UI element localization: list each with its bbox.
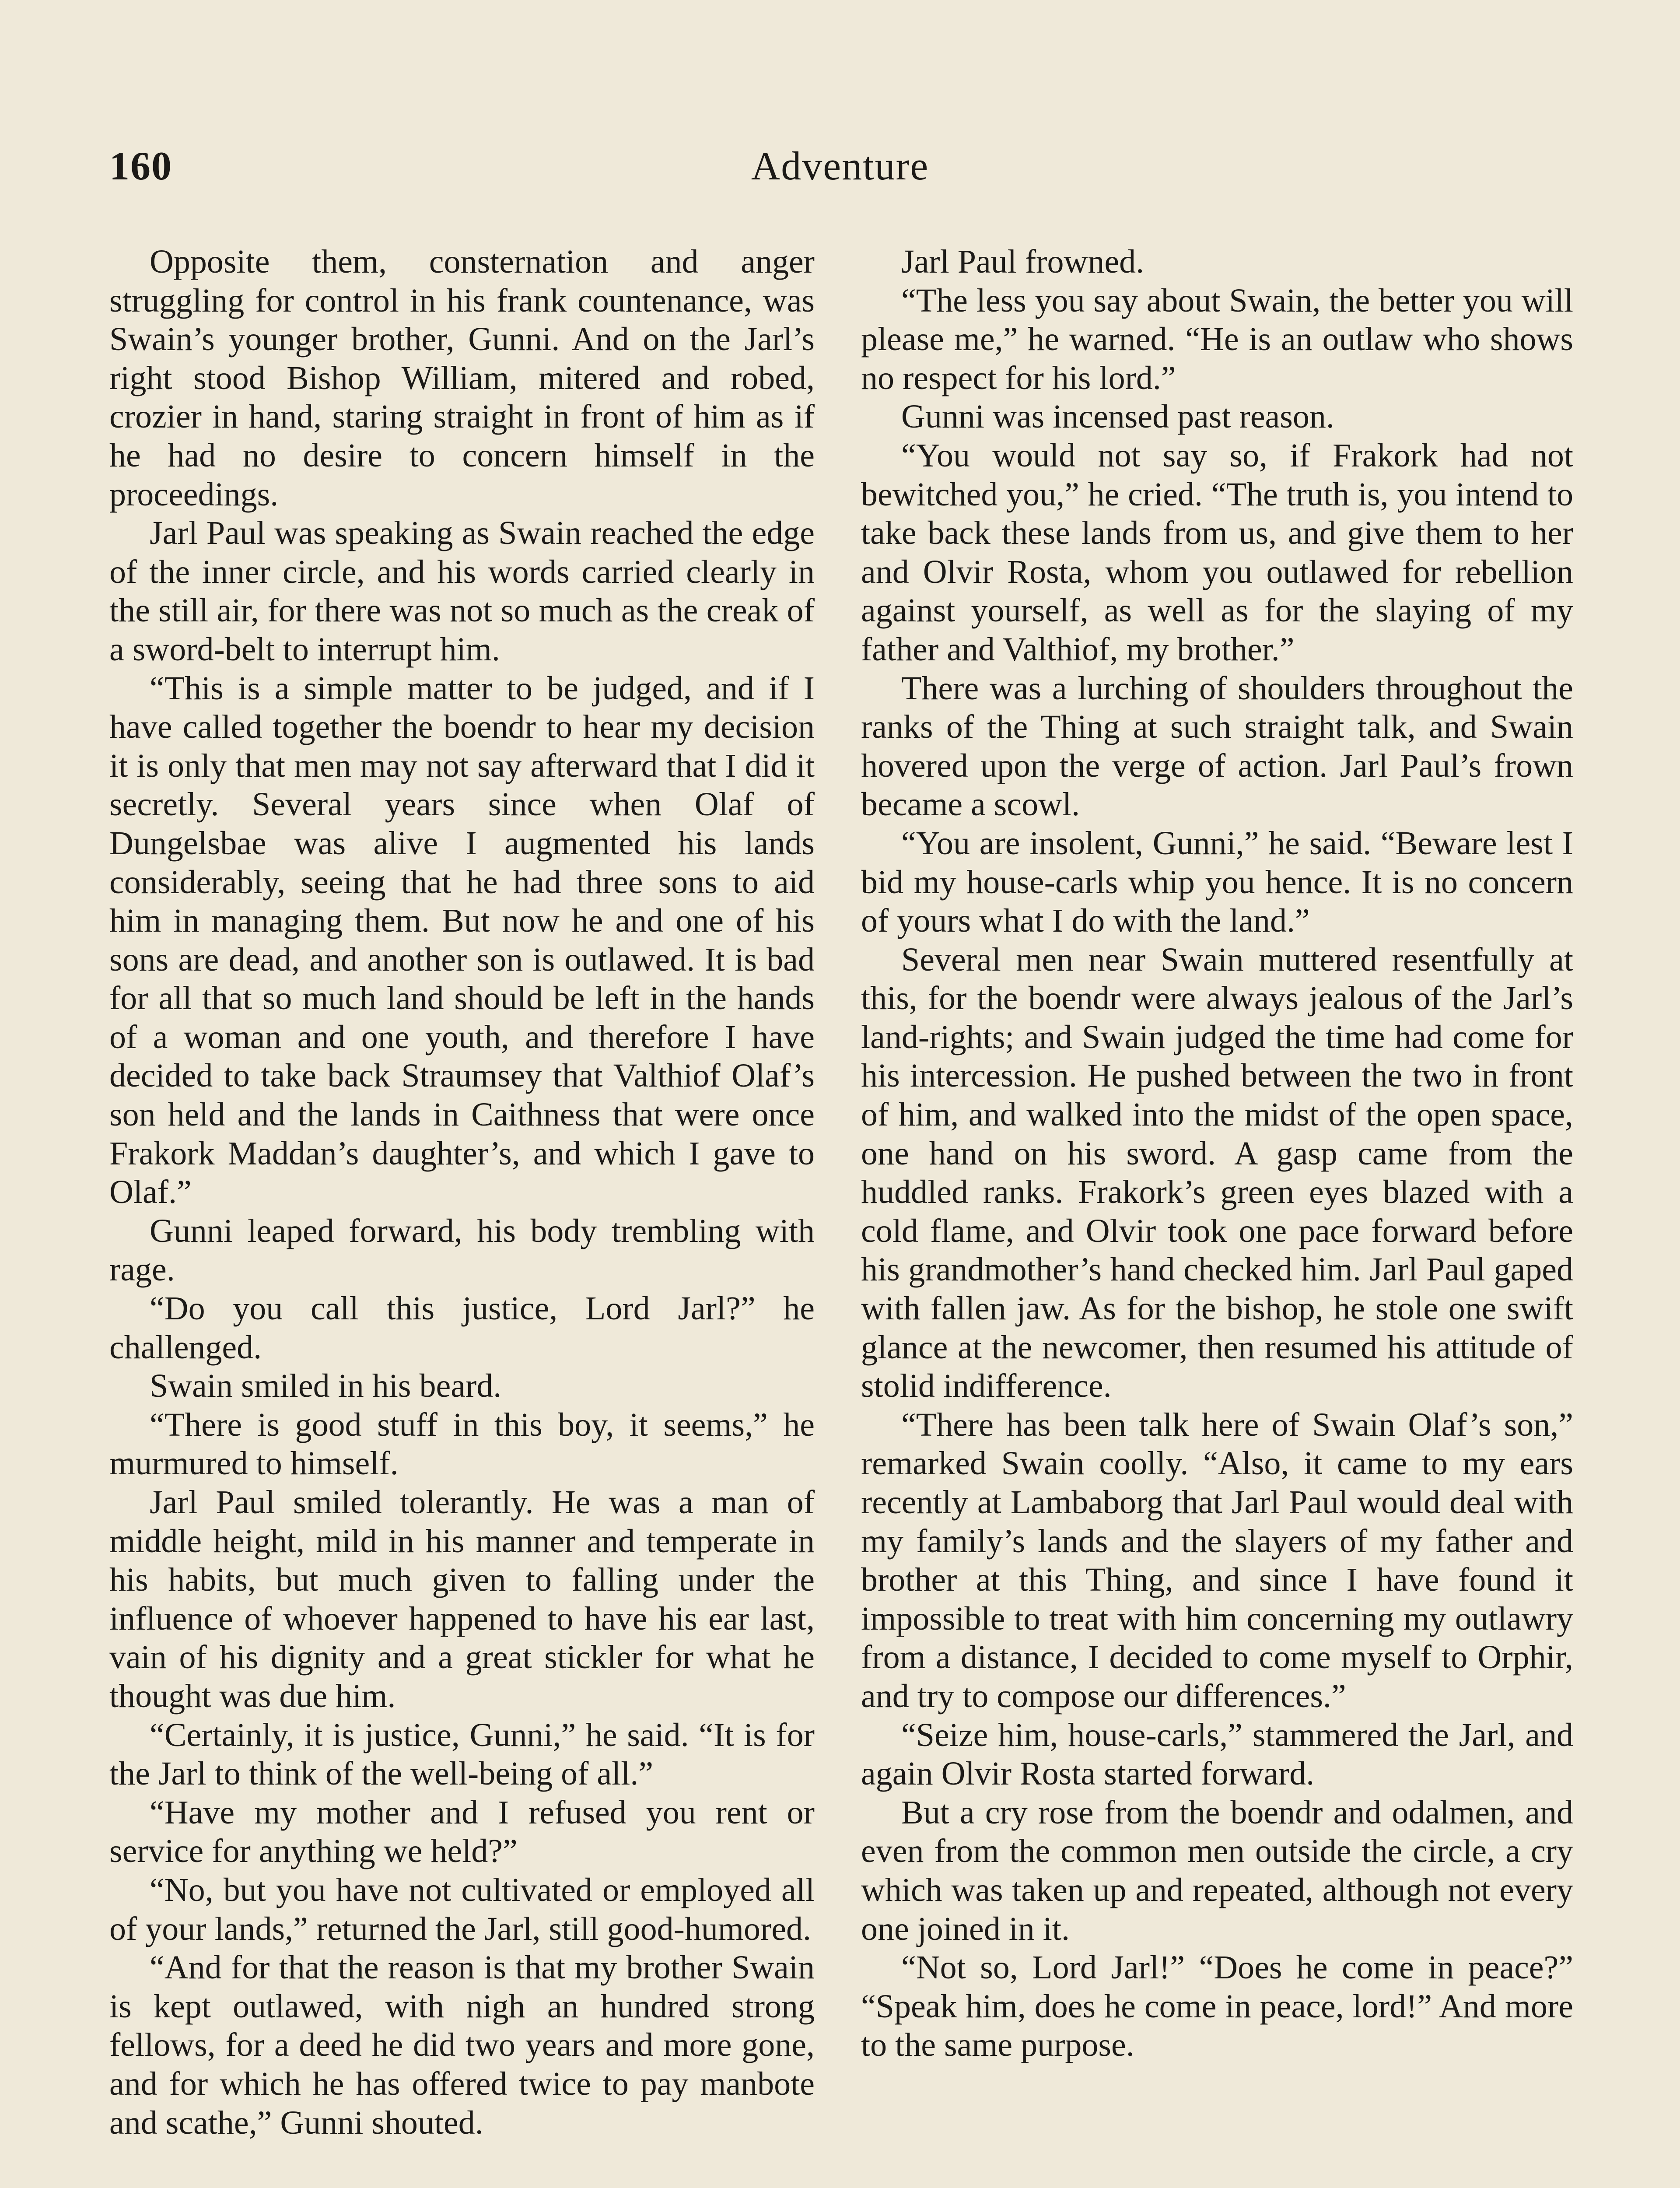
paragraph: “The less you say about Swain, the better you will please me,” he warned. “He is an outlaw who shows no respect for his lord.” (861, 282, 1573, 396)
paragraph: “There has been talk here of Swain Olaf’s son,” remarked Swain coolly. “Also, it came to my ears recently at Lambaborg that Jarl Paul would deal with my family’s lands and the slayers of my father and brother at this Thing, and since I have found it impossible to treat with him concerning my outlawry from a distance, I decided to come myself to Orphir, and try to compose our differences.” (861, 1406, 1573, 1715)
paragraph: Gunni leaped forward, his body trembling with rage. (109, 1212, 815, 1288)
paragraph: Jarl Paul was speaking as Swain reached the edge of the inner circle, and his words carried clearly in the still air, for there was not so much as the creak of a sword-belt to interrupt him. (109, 515, 815, 668)
page-number: 160 (109, 144, 172, 188)
paragraph: “Certainly, it is justice, Gunni,” he said. “It is for the Jarl to think of the well-being of all.” (109, 1716, 815, 1792)
paragraph: Swain smiled in his beard. (150, 1368, 502, 1405)
paragraph: There was a lurching of shoulders throughout the ranks of the Thing at such straight talk, and Swain hovered upon the verge of action. Jarl Paul’s frown became a scowl. (861, 670, 1573, 823)
paragraph: “No, but you have not cultivated or employed all of your lands,” returned the Jarl, still good-humored. (109, 1871, 815, 1947)
paragraph: “This is a simple matter to be judged, and if I have called together the boendr to hear my decision it is only that men may not say afterward that I did it secretly. Several years since when Olaf of Dungelsbae was alive I augmented his lands considerably, seeing that he had three sons to aid him in managing them. But now he and one of his sons are dead, and another son is outlawed. It is bad for all that so much land should be left in the hands of a woman and one youth, and therefore I have decided to take back Straumsey that Valthiof Olaf’s son held and the lands in Caithness that were once Frakork Maddan’s daughter’s, and which I gave to Olaf.” (109, 670, 815, 1211)
paragraph: “And for that the reason is that my brother Swain is kept outlawed, with nigh an hundred strong fellows, for a deed he did two years and more gone, and for which he has offered twice to pay manbote and scathe,” Gunni shouted. (109, 1949, 815, 2141)
running-title: Adventure (751, 144, 929, 188)
paragraph: “There is good stuff in this boy, it seems,” he murmured to himself. (109, 1406, 815, 1482)
paragraph: “You would not say so, if Frakork had not bewitched you,” he cried. “The truth is, you intend to take back these lands from us, and give them to her and Olvir Rosta, whom you outlawed for rebellion against yourself, as well as for the slaying of my father and Valthiof, my brother.” (861, 437, 1573, 668)
paragraph: “You are insolent, Gunni,” he said. “Beware lest I bid my house-carls whip you hence. It is no concern of yours what I do with the land.” (861, 824, 1573, 940)
paragraph: “Not so, Lord Jarl!” “Does he come in peace?” “Speak him, does he come in peace, lord!” And more to the same purpose. (861, 1949, 1573, 2064)
paragraph: “Have my mother and I refused you rent or service for anything we held?” (109, 1794, 815, 1870)
paragraph: But a cry rose from the boendr and odalmen, and even from the common men outside the circle, a cry which was taken up and repeated, although not every one joined in it. (861, 1794, 1573, 1947)
paragraph: Several men near Swain muttered resentfully at this, for the boendr were always jealous of the Jarl’s land-rights; and Swain judged the time had come for his intercession. He pushed between the two in front of him, and walked into the midst of the open space, one hand on his sword. A gasp came from the huddled ranks. Frakork’s green eyes blazed with a cold flame, and Olvir took one pace forward before his grandmother’s hand checked him. Jarl Paul gaped with fallen jaw. As for the bishop, he stole one swift glance at the newcomer, then resumed his attitude of stolid indifference. (861, 941, 1573, 1405)
left-column (109, 242, 815, 2142)
paragraph: Jarl Paul smiled tolerantly. He was a man of middle height, mild in his manner and temperate in his habits, but much given to falling under the influence of whoever happened to have his ear last, vain of his dignity and a great stickler for what he thought was due him. (109, 1484, 815, 1715)
paragraph: “Seize him, house-carls,” stammered the Jarl, and again Olvir Rosta started forward. (861, 1716, 1573, 1792)
paragraph: Opposite them, consternation and anger struggling for control in his frank countenance, was Swain’s younger brother, Gunni. And on the Jarl’s right stood Bishop William, mitered and robed, crozier in hand, staring straight in front of him as if he had no desire to concern himself in the proceedings. (109, 243, 815, 513)
paragraph: Jarl Paul frowned. (901, 243, 1144, 280)
paragraph: Gunni was incensed past reason. (901, 398, 1334, 435)
paragraph: “Do you call this justice, Lord Jarl?” he challenged. (109, 1290, 815, 1366)
right-column (861, 242, 1573, 2065)
